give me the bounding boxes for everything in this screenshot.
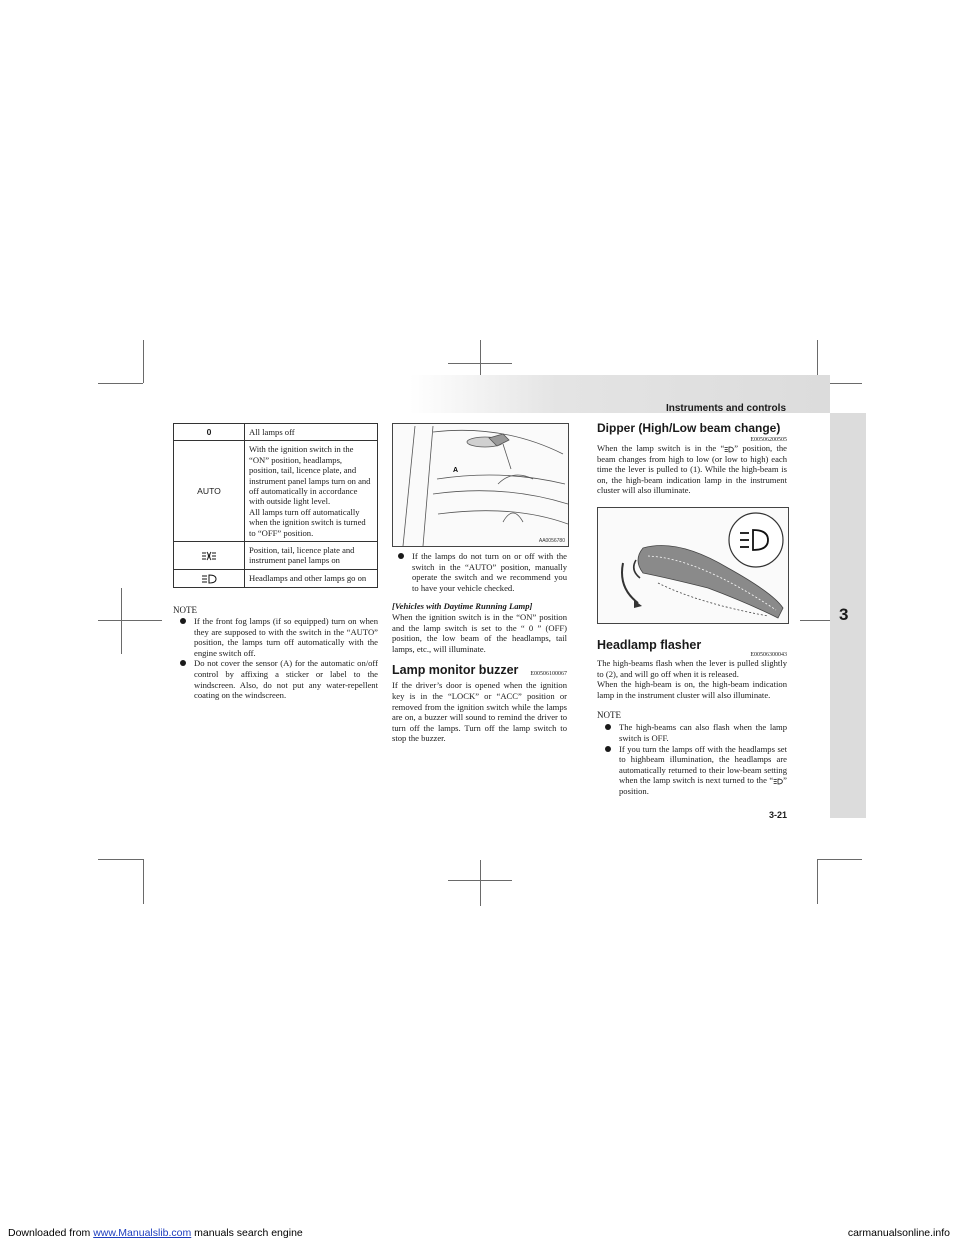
section-code: E00506100067 bbox=[530, 671, 567, 678]
bullet-icon bbox=[605, 746, 611, 752]
figure-code: AA0056780 bbox=[538, 538, 565, 544]
note-block-left bbox=[173, 605, 378, 701]
dipper-text: When the lamp switch is in the “ ” position, the beam changes from high to low (or low to high) each time the lever is pulled to (1). While the high-beam is on, the high-beam indication lamp in the instrument cluster will also illuminate. bbox=[597, 443, 787, 496]
bullet-icon bbox=[398, 553, 404, 559]
symbol-cell bbox=[174, 424, 245, 441]
description-cell: Headlamps and other lamps go on bbox=[245, 569, 378, 587]
lever-illustration bbox=[598, 508, 788, 623]
section-code: E00506200505 bbox=[750, 437, 787, 443]
chapter-number: 3 bbox=[839, 605, 849, 624]
symbol-cell bbox=[174, 441, 245, 542]
list-item: If you turn the lamps off with the headlamps set to highbeam illumination, the headlamps are automatically returned to their low-beam setting when the lamp switch is next turned to the “ ” position. bbox=[605, 744, 787, 797]
section-title: Instruments and controls bbox=[665, 403, 786, 414]
list-item: The high-beams can also flash when the lamp switch is OFF. bbox=[605, 722, 787, 743]
windscreen-sensor-illustration bbox=[393, 424, 568, 546]
dipper-heading: Dipper (High/Low beam change) bbox=[597, 421, 781, 435]
manualslib-link[interactable]: www.Manualslib.com bbox=[93, 1227, 192, 1239]
table-row bbox=[174, 542, 378, 570]
buzzer-text: If the driver’s door is opened when the ignition key is in the “LOCK” or “ACC” position or removed from the ignition switch while the lamps are on, a buzzer will sound to remind the driver to turn off the lamps. Turn off the lamp switch to stop the buzzer. bbox=[392, 680, 567, 744]
bullet-icon bbox=[180, 660, 186, 666]
right-column-lower bbox=[597, 638, 787, 797]
headlamp-icon bbox=[773, 778, 783, 785]
lamp-switch-table bbox=[173, 423, 378, 588]
note-heading: NOTE bbox=[597, 710, 621, 721]
flasher-text: The high-beams flash when the lever is pulled slightly to (2), and will go off when it is released. When the high-beam is on, the high-beam indication lamp in the instrument cluster will also illuminate. bbox=[597, 658, 787, 700]
table-row bbox=[174, 569, 378, 587]
sensor-figure bbox=[392, 423, 569, 547]
buzzer-heading: Lamp monitor buzzer E00506100067 bbox=[392, 663, 567, 678]
position-lamp-icon bbox=[201, 551, 217, 561]
note-heading: NOTE bbox=[173, 605, 197, 615]
page-number: 3-21 bbox=[768, 810, 787, 820]
download-footer: Downloaded from www.Manualslib.com manuals search engine bbox=[8, 1227, 303, 1239]
right-column bbox=[597, 421, 787, 496]
headlamp-icon bbox=[724, 446, 734, 453]
symbol-cell bbox=[174, 542, 245, 570]
symbol-cell bbox=[174, 569, 245, 587]
watermark: carmanualsonline.info bbox=[847, 1227, 950, 1239]
chapter-tab bbox=[830, 413, 866, 818]
description-cell: With the ignition switch in the “ON” position, headlamps, position, tail, licence plate, and instrument panel lamps turn on and off automatically in accordance with outside light level. All lamps turn off automatically when the ignition switch is turned to “OFF” position. bbox=[245, 441, 378, 542]
auto-symbol: AUTO bbox=[197, 486, 221, 497]
description-cell: Position, tail, licence plate and instrument panel lamps on bbox=[245, 542, 378, 570]
drl-heading: [Vehicles with Daytime Running Lamp] bbox=[392, 601, 533, 612]
bullet-icon bbox=[605, 724, 611, 730]
section-code: E00506300043 bbox=[750, 652, 787, 658]
bullet-icon bbox=[180, 618, 186, 624]
lever-figure bbox=[597, 507, 789, 624]
description-cell: All lamps off bbox=[245, 424, 378, 441]
table-row bbox=[174, 424, 378, 441]
drl-text: When the ignition switch is in the “ON” position and the lamp switch is set to the “ 0 ” (OFF) position, the low beam of the headlamps, tail lamps, etc., will illuminate. bbox=[392, 611, 567, 654]
sensor-label: A bbox=[453, 467, 459, 474]
list-item: If the front fog lamps (if so equipped) turn on when they are supposed to with the switch in the “AUTO” position, the lamps turn off automatically with the engine switch off. bbox=[180, 616, 378, 658]
table-row bbox=[174, 441, 378, 542]
off-symbol: 0 bbox=[206, 427, 212, 437]
headlamp-icon bbox=[201, 574, 217, 584]
list-item: Do not cover the sensor (A) for the automatic on/off control by affixing a sticker or label to the windscreen. Also, do not put any water-repellent coating on the windscreen. bbox=[180, 658, 378, 700]
middle-column bbox=[392, 551, 567, 744]
list-item: If the lamps do not turn on or off with the switch in the “AUTO” position, manually operate the switch and we recommend you to have your vehicle checked. bbox=[398, 551, 567, 593]
flasher-heading: Headlamp flasher bbox=[597, 638, 702, 652]
